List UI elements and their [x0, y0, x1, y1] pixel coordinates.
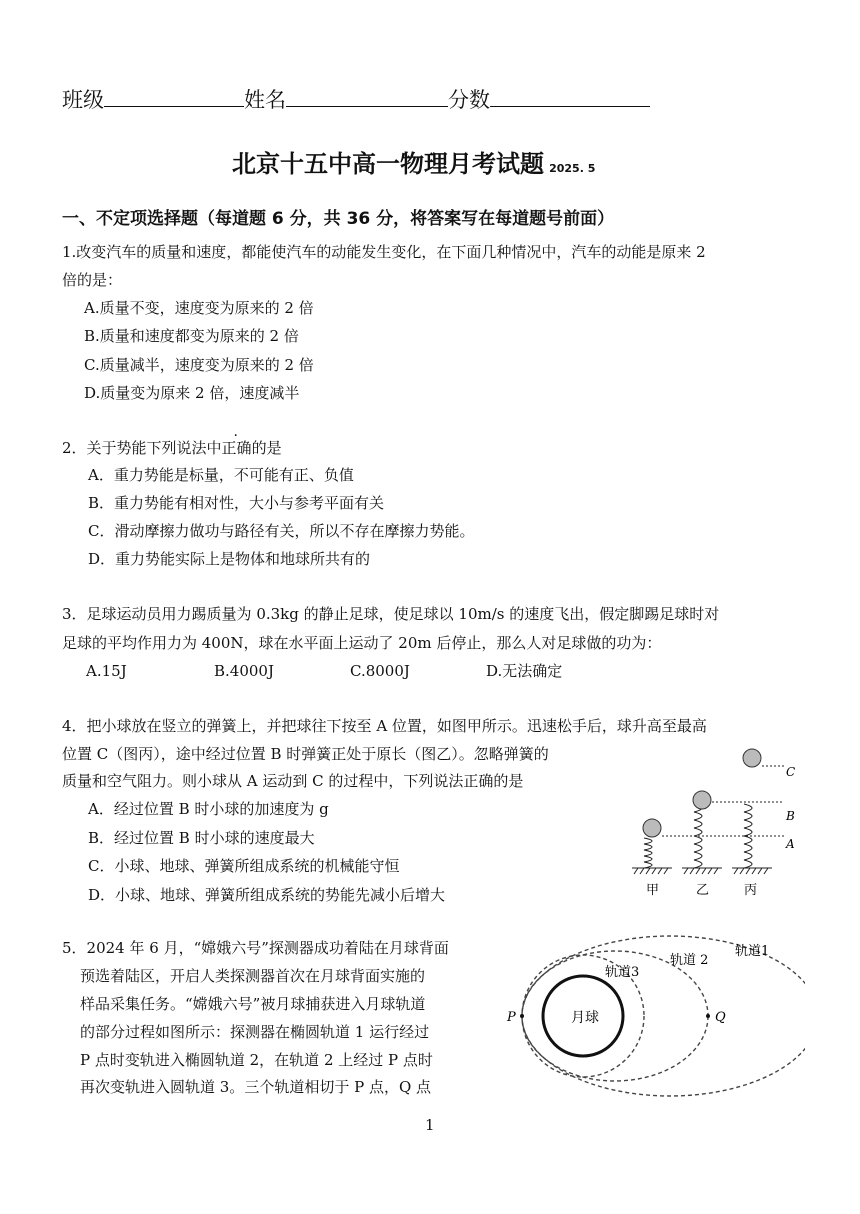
exam-title-row	[232, 144, 595, 179]
q3-stem-line1: 3．足球运动员用力踢质量为 0.3kg 的静止足球，使足球以 10m/s 的速度飞出，假定脚踢足球时对	[62, 605, 720, 623]
q3-stem-line2: 足球的平均作用力为 400N，球在水平面上运动了 20m 后停止，那么人对足球做的功为：	[62, 634, 662, 652]
header-fields	[62, 84, 650, 114]
q3-option-d: D.无法确定	[486, 662, 563, 680]
section-heading: 一、不定项选择题（每道题 6 分，共 36 分，将答案写在每道题号前面）	[62, 209, 615, 229]
class-label: 班级	[62, 88, 104, 112]
name-label: 姓名	[244, 88, 286, 112]
q1-option-b: B.质量和速度都变为原来的 2 倍	[84, 327, 299, 345]
q5-line5: P 点时变轨进入椭圆轨道 2，在轨道 2 上经过 P 点时	[80, 1051, 433, 1069]
mark-c: C	[786, 765, 796, 779]
orbit1-label: 轨道1	[735, 944, 770, 959]
label-jia: 甲	[646, 883, 660, 898]
q2-option-c: C．滑动摩擦力做功与路径有关，所以不存在摩擦力势能。	[88, 522, 475, 540]
q4-option-b: B．经过位置 B 时小球的速度最大	[88, 829, 315, 847]
base-yi	[682, 868, 722, 874]
q2-stem-emphasis: 正确	[221, 439, 252, 457]
p-label: P	[507, 1010, 516, 1025]
point-q	[706, 1014, 710, 1018]
q4-option-d: D．小球、地球、弹簧所组成系统的势能先减小后增大	[88, 886, 446, 904]
exam-date: 2025. 5	[549, 162, 596, 175]
name-blank	[286, 86, 448, 107]
score-blank	[490, 86, 650, 107]
q1-option-c: C.质量减半，速度变为原来的 2 倍	[84, 356, 314, 374]
mark-a: A	[786, 837, 795, 851]
q-label: Q	[715, 1010, 726, 1025]
label-bing: 丙	[744, 883, 758, 898]
q5-line2: 预选着陆区，开启人类探测器首次在月球背面实施的	[80, 967, 426, 985]
q4-stem-line3: 质量和空气阻力。则小球从 A 运动到 C 的过程中，下列说法正确的是	[62, 772, 524, 790]
q5-line1: 5．2024 年 6 月，“嫦娥六号”探测器成功着陆在月球背面	[62, 939, 449, 957]
orbit3-label: 轨道3	[605, 965, 640, 980]
q2-stem	[62, 438, 282, 458]
spring-jia	[644, 838, 652, 868]
q4-option-c: C．小球、地球、弹簧所组成系统的机械能守恒	[88, 857, 400, 875]
exam-title: 北京十五中高一物理月考试题	[232, 150, 544, 178]
base-jia	[632, 868, 672, 874]
ball-yi	[693, 791, 711, 809]
ball-bing	[743, 749, 761, 767]
score-label: 分数	[448, 88, 490, 112]
q2-option-a: A．重力势能是标量，不可能有正、负值	[88, 466, 354, 484]
q4-stem-line2: 位置 C（图丙），途中经过位置 B 时弹簧正处于原长（图乙）。忽略弹簧的	[62, 745, 549, 763]
q4-stem-line1: 4．把小球放在竖立的弹簧上，并把球往下按至 A 位置，如图甲所示。迅速松手后，球升高至最高	[62, 717, 707, 735]
q2-option-b: B．重力势能有相对性，大小与参考平面有关	[88, 494, 385, 512]
orbit-figure	[505, 928, 805, 1108]
base-bing	[732, 868, 772, 874]
q3-option-a: A.15J	[86, 662, 127, 680]
q2-option-d: D．重力势能实际上是物体和地球所共有的	[88, 550, 371, 568]
q5-line4: 的部分过程如图所示：探测器在椭圆轨道 1 运行经过	[80, 1023, 430, 1041]
q2-stem-pre: 2．关于势能下列说法中	[62, 439, 222, 457]
spring-figure	[624, 740, 814, 905]
q1-option-a: A.质量不变，速度变为原来的 2 倍	[84, 299, 314, 317]
q5-line3: 样品采集任务。“嫦娥六号”被月球捕获进入月球轨道	[80, 995, 426, 1013]
q3-option-c: C.8000J	[350, 662, 410, 680]
point-p	[520, 1014, 524, 1018]
q2-stem-post: 的是	[251, 439, 282, 457]
label-yi: 乙	[696, 883, 710, 898]
q1-stem-line2: 倍的是：	[62, 271, 123, 289]
moon-label: 月球	[571, 1010, 599, 1026]
mark-b: B	[786, 809, 795, 823]
page-number: 1	[425, 1116, 435, 1134]
q5-line6: 再次变轨进入圆轨道 3。三个轨道相切于 P 点，Q 点	[80, 1078, 432, 1096]
orbit2-label: 轨道 2	[670, 953, 709, 968]
q1-option-d: D.质量变为原来 2 倍，速度减半	[84, 384, 300, 402]
q1-stem-line1: 1.改变汽车的质量和速度，都能使汽车的动能发生变化，在下面几种情况中，汽车的动能是原来 2	[62, 243, 706, 261]
q3-option-b: B.4000J	[214, 662, 274, 680]
ball-jia	[643, 819, 661, 837]
q4-option-a: A．经过位置 B 时小球的加速度为 g	[88, 800, 329, 818]
class-blank	[104, 86, 244, 107]
